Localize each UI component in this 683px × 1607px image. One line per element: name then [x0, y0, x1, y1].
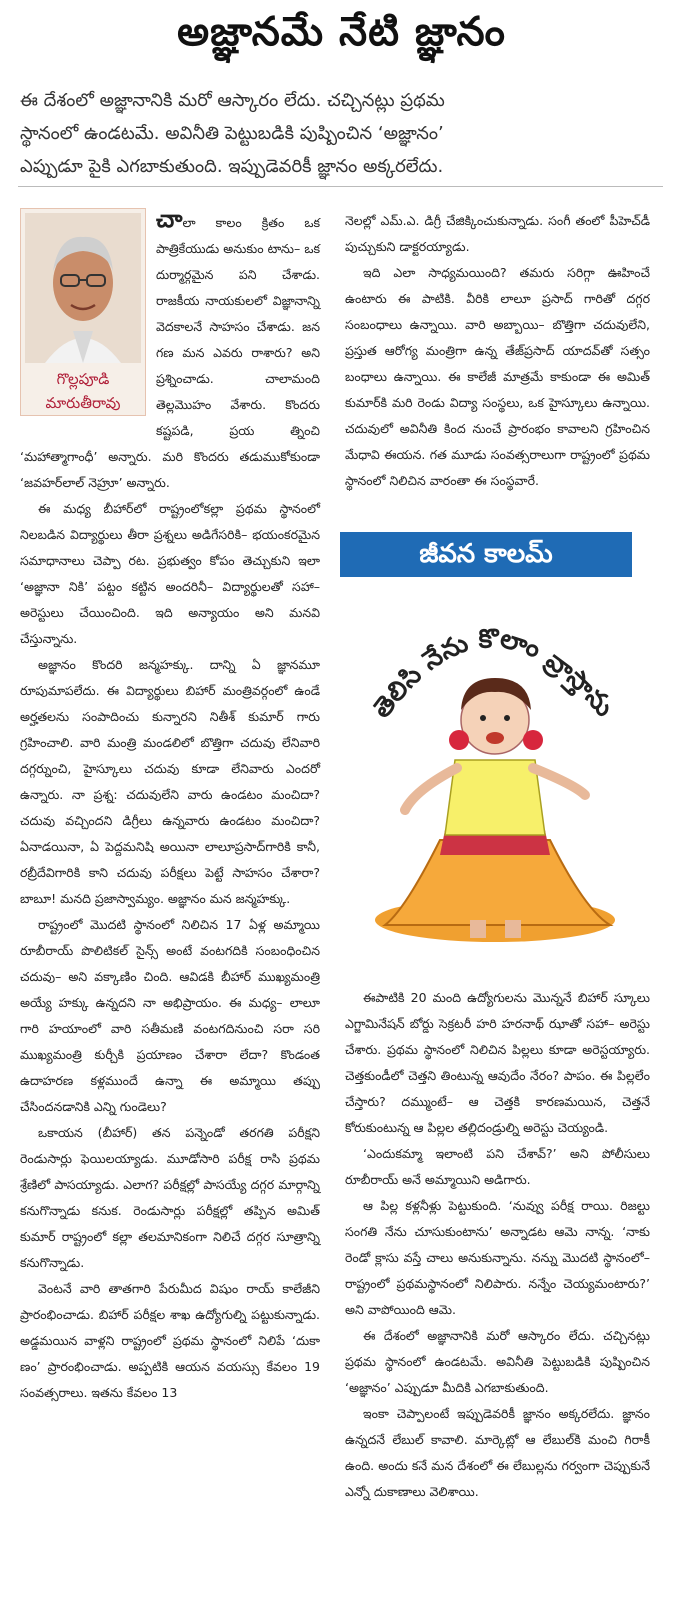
right-column-top — [345, 208, 650, 494]
intro-blurb — [20, 84, 660, 183]
paragraph: ఆ పిల్ల కళ్లనీళ్లు పెట్టుకుంది. ‘నువ్వు పరీక్ష రాయి. రిజల్టు సంగతి నేను చూసుకుంటాను’ అన్నాడట ఆమె నాన్న. ‘నాకు రెండో క్లాసు వస్తే చాలు అనుకున్నాను. నన్ను మొదటి స్థానంలో– రాష్ట్రంలో ప్రథమస్థానంలో నిలిపారు. నన్నేం చెయ్యమంటారు?’ అని వాపోయింది ఆమె. — [345, 1198, 650, 1317]
column-banner: జీవన కాలమ్ — [340, 532, 632, 577]
paragraph: ఇంకా చెప్పాలంటే ఇప్పుడెవరికీ జ్ఞానం అక్కరలేదు. జ్ఞానం ఉన్నదనే లేబుల్ కావాలి. మార్కెట్లో ఆ లేబుల్‌కి మంచి గిరాకీ ఉంది. అందు కనే మన దేశంలో ఈ లేబుల్లను గర్వంగా చెప్పుకునే ఎన్నో దుకాణాలు వెలిశాయి. — [345, 1406, 650, 1499]
intro-line: ఈ దేశంలో అజ్ఞానానికి మరో ఆస్కారం లేదు. చచ్చినట్లు ప్రథమ — [20, 90, 445, 111]
cartoon-illustration — [345, 590, 650, 970]
paragraph: ఇది ఎలా సాధ్యమయింది? తమరు సరిగ్గా ఊహించే ఉంటారు ఈ పాటికి. వీరికి లాలూ ప్రసాద్ గారితో దగ్గర సంబంధాలు ఉన్నాయి. వారి అబ్బాయి– బొత్తిగా చదువులేని, ప్రస్తుత ఆరోగ్య మంత్రిగా ఉన్న తేజ్‌ప్రసాద్ యాదవ్‌తో సత్సం బంధాలు ఉన్నాయి. ఈ కాలేజీ మాత్రమే కాకుండా ఈ అమిత్ కుమార్‌కి మరి రెండు విద్యా సంస్థలు, ఒక హైస్కూలు ఉన్నాయి. చదువులో అవినీతి కింద నుంచే ప్రారంభం కావాలని గ్రహించిన మేధావి ఈయన. గత మూడు సంవత్సరాలుగా రాష్ట్రంలో ప్రథమ స్థానంలో నిలిచిన వారంతా ఈ సంస్థవారే. — [345, 265, 650, 488]
paragraph: వెంటనే వారి తాతగారి పేరుమీద విషుం రాయ్ కాలేజీని ప్రారంభించాడు. బిహార్ పరీక్షల శాఖ ఉద్యోగుల్ని పట్టుకున్నాడు. అడ్డమయిన వాళ్లని రాష్ట్రంలో ప్రథమ స్థానంలో నిలిపే ‘దుకా ణం’ ప్రారంభించాడు. అప్పటికి ఆయన వయస్సు కేవలం 19 సంవత్సరాలు. ఇతను కేవలం 13 — [20, 1281, 320, 1400]
paragraph: ‘ఎందుకమ్మా ఇలాంటి పని చేశావ్?’ అని పోలీసులు రూబీరాయ్ అనే అమ్మాయిని అడిగారు. — [345, 1146, 650, 1187]
paragraph: ఈపాటికి 20 మంది ఉద్యోగులను మొన్ననే బిహార్ స్కూలు ఎగ్జామినేషన్ బోర్డు సెక్రటరీ హరి హరనాథ్ ఝాతో సహా– అరెస్టు చేశారు. ప్రథమ స్థానంలో నిలిచిన పిల్లలు కూడా అరెస్టయ్యారు. చెత్తకుండీలో చెత్తని తింటున్న ఆవుదేం నేరం? పాపం. ఈ పిల్లలేం చేస్తారు? దమ్ముంటే– ఆ చెత్తకి కారణమయిన, చెత్తనే కోరుకుంటున్న ఆ పిల్లల తల్లిదండ్రుల్ని అరెస్టు చెయ్యండి. — [345, 990, 650, 1135]
right-column-bottom — [345, 985, 650, 1505]
intro-line: స్థానంలో ఉండటమే. అవినీతి పెట్టుబడికి పుష్పించిన ‘అజ్ఞానం’ — [20, 123, 444, 144]
author-name-line: గొల్లపూడి — [56, 370, 110, 388]
article-headline: అజ్ఞానమే నేటి జ్ఞానం — [177, 9, 506, 55]
paragraph: నెలల్లో ఎమ్.ఎ. డిగ్రీ చేజిక్కించుకున్నాడు. సంగీ తంలో పీహెచ్‌డీ పుచ్చుకుని డాక్టరయ్యాడు. — [345, 213, 650, 254]
paragraph: ఈ దేశంలో అజ్ఞానానికి మరో ఆస్కారం లేదు. చచ్చినట్లు ప్రథమ స్థానంలో ఉండటమే. అవినీతి పెట్టుబడికి పుష్పించిన ‘అజ్ఞానం’ ఎప్పుడూ మీదికి ఎగబాకుతుంది. — [345, 1328, 650, 1395]
paragraph-text: లా కాలం క్రితం ఒక పాత్రికేయుడు అనుకుం టాను– ఒక దుర్మార్గమైన పని చేశాడు. రాజకీయ నాయకులలో విజ్ఞానాన్ని వెదకాలనే సాహసం చేశాడు. జన గణ మన ఎవరు రాశారు? అని ప్రశ్నించాడు. చాలామంది తెల్లమొహం వేశారు. కొందరు కష్టపడి, ప్రయ త్నించి ‘మహాత్మాగాంధీ’ అన్నారు. మరి కొందరు తడుముకోకుండా ‘జవహర్‌లాల్ నెహ్రూ’ అన్నారు. — [20, 215, 320, 490]
divider — [18, 186, 663, 187]
author-box — [20, 208, 146, 416]
paragraph: రాష్ట్రంలో మొదటి స్థానంలో నిలిచిన 17 ఏళ్ల అమ్మాయి రూబీరాయ్ పొలిటికల్ సైన్స్ అంటే వంటగదికి సంబంధించిన చదువు– అని వక్కాణిం చింది. ఆవిడకి బీహార్ ముఖ్యమంత్రి అయ్యే హక్కు ఉన్నదని నా అభిప్రాయం. ఈ మధ్య– లాలూ గారి హయాంలో వారి సతీమణి వంటగదినుంచి సరా సరి ముఖ్యమంత్రి కుర్చీకి ప్రయాణం చేశారా లేదా? కొండంత ఉదాహరణ కళ్లముందే ఉన్నా ఈ అమ్మాయి తప్పు చేసిందనడానికి ఎన్ని గుండెలు? — [20, 917, 320, 1114]
author-photo — [25, 213, 141, 363]
paragraph: ఒకాయన (బీహార్) తన పన్నెండో తరగతి పరీక్షని రెండుసార్లు ఫెయిలయ్యాడు. మూడోసారి పరీక్ష రాసి ప్రథమ శ్రేణిలో పాసయ్యాడు. ఎలాగ? పరీక్షల్లో పాసయ్యే దగ్గర మార్గాన్ని కనుగొన్నాడు కనుక. రెండుసార్లు పరీక్షల్లో తప్పిన అమిత్ కుమార్ రాష్ట్రంలో కల్లా తలమానికంగా నిలిచే దగ్గర సూత్రాన్ని కనుగొన్నాడు. — [20, 1125, 320, 1270]
author-name-line: మారుతీరావు — [45, 394, 121, 412]
illustration-caption: తెలిసి నేను కొలాం వ్రాస్తాను — [366, 623, 620, 724]
intro-line: ఎప్పుడూ పైకి ఎగబాకుతుంది. ఇప్పుడెవరికీ జ్ఞానం అక్కరలేదు. — [20, 156, 444, 177]
left-column — [20, 205, 320, 1406]
paragraph: ఈ మధ్య బీహార్‌లో రాష్ట్రంలోకల్లా ప్రథమ స్థానంలో నిలబడిన విద్యార్థులు తీరా ప్రశ్నలు అడిగేసరికి– భయంకరమైన సమాధానాలు చెప్పా రట. ప్రభుత్వం కోపం తెచ్చుకుని ఇలా ‘అజ్ఞానా నికి’ పట్టం కట్టిన అందరినీ– విద్యార్థులతో సహా– అరెస్టులు చేయించింది. ఇది అన్యాయం అని మనవి చేస్తున్నాను. — [20, 501, 320, 646]
paragraph: అజ్ఞానం కొందరి జన్మహక్కు. దాన్ని ఏ జ్ఞానమూ రూపుమాపలేదు. ఈ విద్యార్థులు బిహార్ మంత్రివర్గంలో ఉండే అర్హతలను సంపాదించు కున్నారని నితీశ్ కుమార్ గారు గ్రహించాలి. వారి మంత్రి మండలిలో బొత్తిగా చదువు లేనివారి దగ్గర్నుంచి, హైస్కూలు చదువు కూడా లేనివారు ఎందరో ఉన్నారు. నా ప్రశ్న: చదువులేని వారు ఉండటం మంచిదా? చదువు వచ్చిందని డిగ్రీలు ఉన్నవారు ఉండటం మంచిదా? ఏనాడయినా, ఏ పెద్దమనిషి అయినా లాలూప్రసాద్‌గారికి కానీ, రబ్రీదేవిగారికి కాని చదువు పరీక్షలు పెట్టే సాహసం చేశారా? బాబూ! మనది ప్రజాస్వామ్యం. అజ్ఞానం మన జన్మహక్కు. — [20, 657, 320, 906]
author-name — [25, 367, 141, 415]
drop-cap: చా — [156, 205, 183, 233]
